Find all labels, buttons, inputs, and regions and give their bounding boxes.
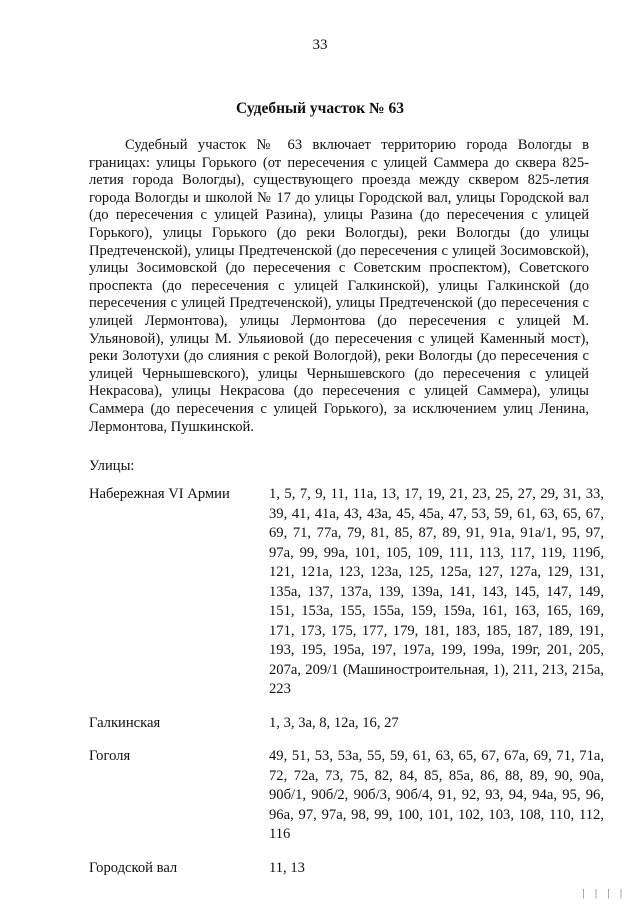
house-numbers: 49, 51, 53, 53а, 55, 59, 61, 63, 65, 67, 67а, 69, 71, 71а, 72, 72а, 73, 75, 82, 84, 85, 85а, 86, 88, 89, 90, 90а, 90б/1, 90б/2, 90б/3, 90б/4, 91, 92, 93, 94, 94а, 95, 96, 96а, 97, 97а, 98, 99, 100, 101, 102, 103, 108, 110, 112, 116	[269, 748, 604, 842]
street-row	[89, 859, 604, 879]
street-row	[89, 485, 604, 700]
street-name: Гоголя	[89, 748, 131, 764]
street-row	[89, 714, 604, 734]
streets-heading: Улицы:	[89, 458, 135, 474]
page-number: 33	[312, 37, 328, 53]
street-name: Городской вал	[89, 859, 178, 876]
house-numbers: 11, 13	[269, 859, 305, 876]
street-name: Набережная VI Армии	[89, 486, 230, 502]
street-row	[89, 747, 604, 845]
intro-paragraph: Судебный участок № 63 включает территорию города Вологды в границах: улицы Горького (от пересечения с улицей Саммера до сквера 825-летия города Вологды), существующего проезда между сквером 825-летия города Вологды и школой № 17 до улицы Городской вал, улицы Городской вал (до пересечения с улицей Разина), улицы Разина (до пересечения с улицей Горького), улицы Горького (до реки Вологды), реки Вологды (до улицы Предтеченской), улицы Предтеченской (до пересечения с улицей Зосимовской), улицы Зосимовской (до пересечения с Советским проспектом), Советского проспекта (до пересечения с улицей Галкинской), улицы Галкинской (до пересечения с улицей Предтеченской), улицы Предтеченской (до пересечения с улицей Лермонтова), улицы Лермонтова (до пересечения с улицей М. Ульяновой), улицы М. Ульяиовой (до пересечения с улицей Каменный мост), реки Золотухи (до слияния с рекой Вологдой), реки Вологды (до пересечения с улицей Чернышевского), улицы Чернышевского (до пересечения с улицей Некрасова), улицы Некрасова (до пересечения с улицей Саммера), улицы Саммера (до пересечения с улицей Горького), за исключением улиц Ленина, Лермонтова, Пушкинской.	[89, 137, 589, 435]
house-numbers: 1, 3, 3а, 8, 12а, 16, 27	[269, 714, 399, 731]
street-name: Галкинская	[89, 714, 161, 731]
footer-mark: | | | |	[582, 888, 626, 899]
house-numbers: 1, 5, 7, 9, 11, 11а, 13, 17, 19, 21, 23, 25, 27, 29, 31, 33, 39, 41, 41а, 43, 43а, 45, 45а, 47, 53, 59, 61, 63, 65, 67, 69, 71, 77а, 79, 81, 85, 87, 89, 91, 91а, 91а/1, 95, 97, 97а, 99, 99а, 101, 105, 109, 111, 113, 117, 119, 119б, 121, 121а, 123, 123а, 125, 125а, 127, 127а, 129, 131, 135а, 137, 137а, 139, 139а, 141, 143, 145, 147, 149, 151, 153а, 155, 155а, 159, 159а, 161, 163, 165, 169, 171, 173, 175, 177, 179, 181, 183, 185, 187, 189, 191, 193, 195, 195а, 197, 197а, 199, 199а, 199г, 201, 205, 207а, 209/1 (Машиностроительная, 1), 211, 213, 215а, 223	[269, 486, 604, 697]
page-title: Судебный участок № 63	[236, 100, 404, 117]
streets-table	[89, 485, 604, 892]
